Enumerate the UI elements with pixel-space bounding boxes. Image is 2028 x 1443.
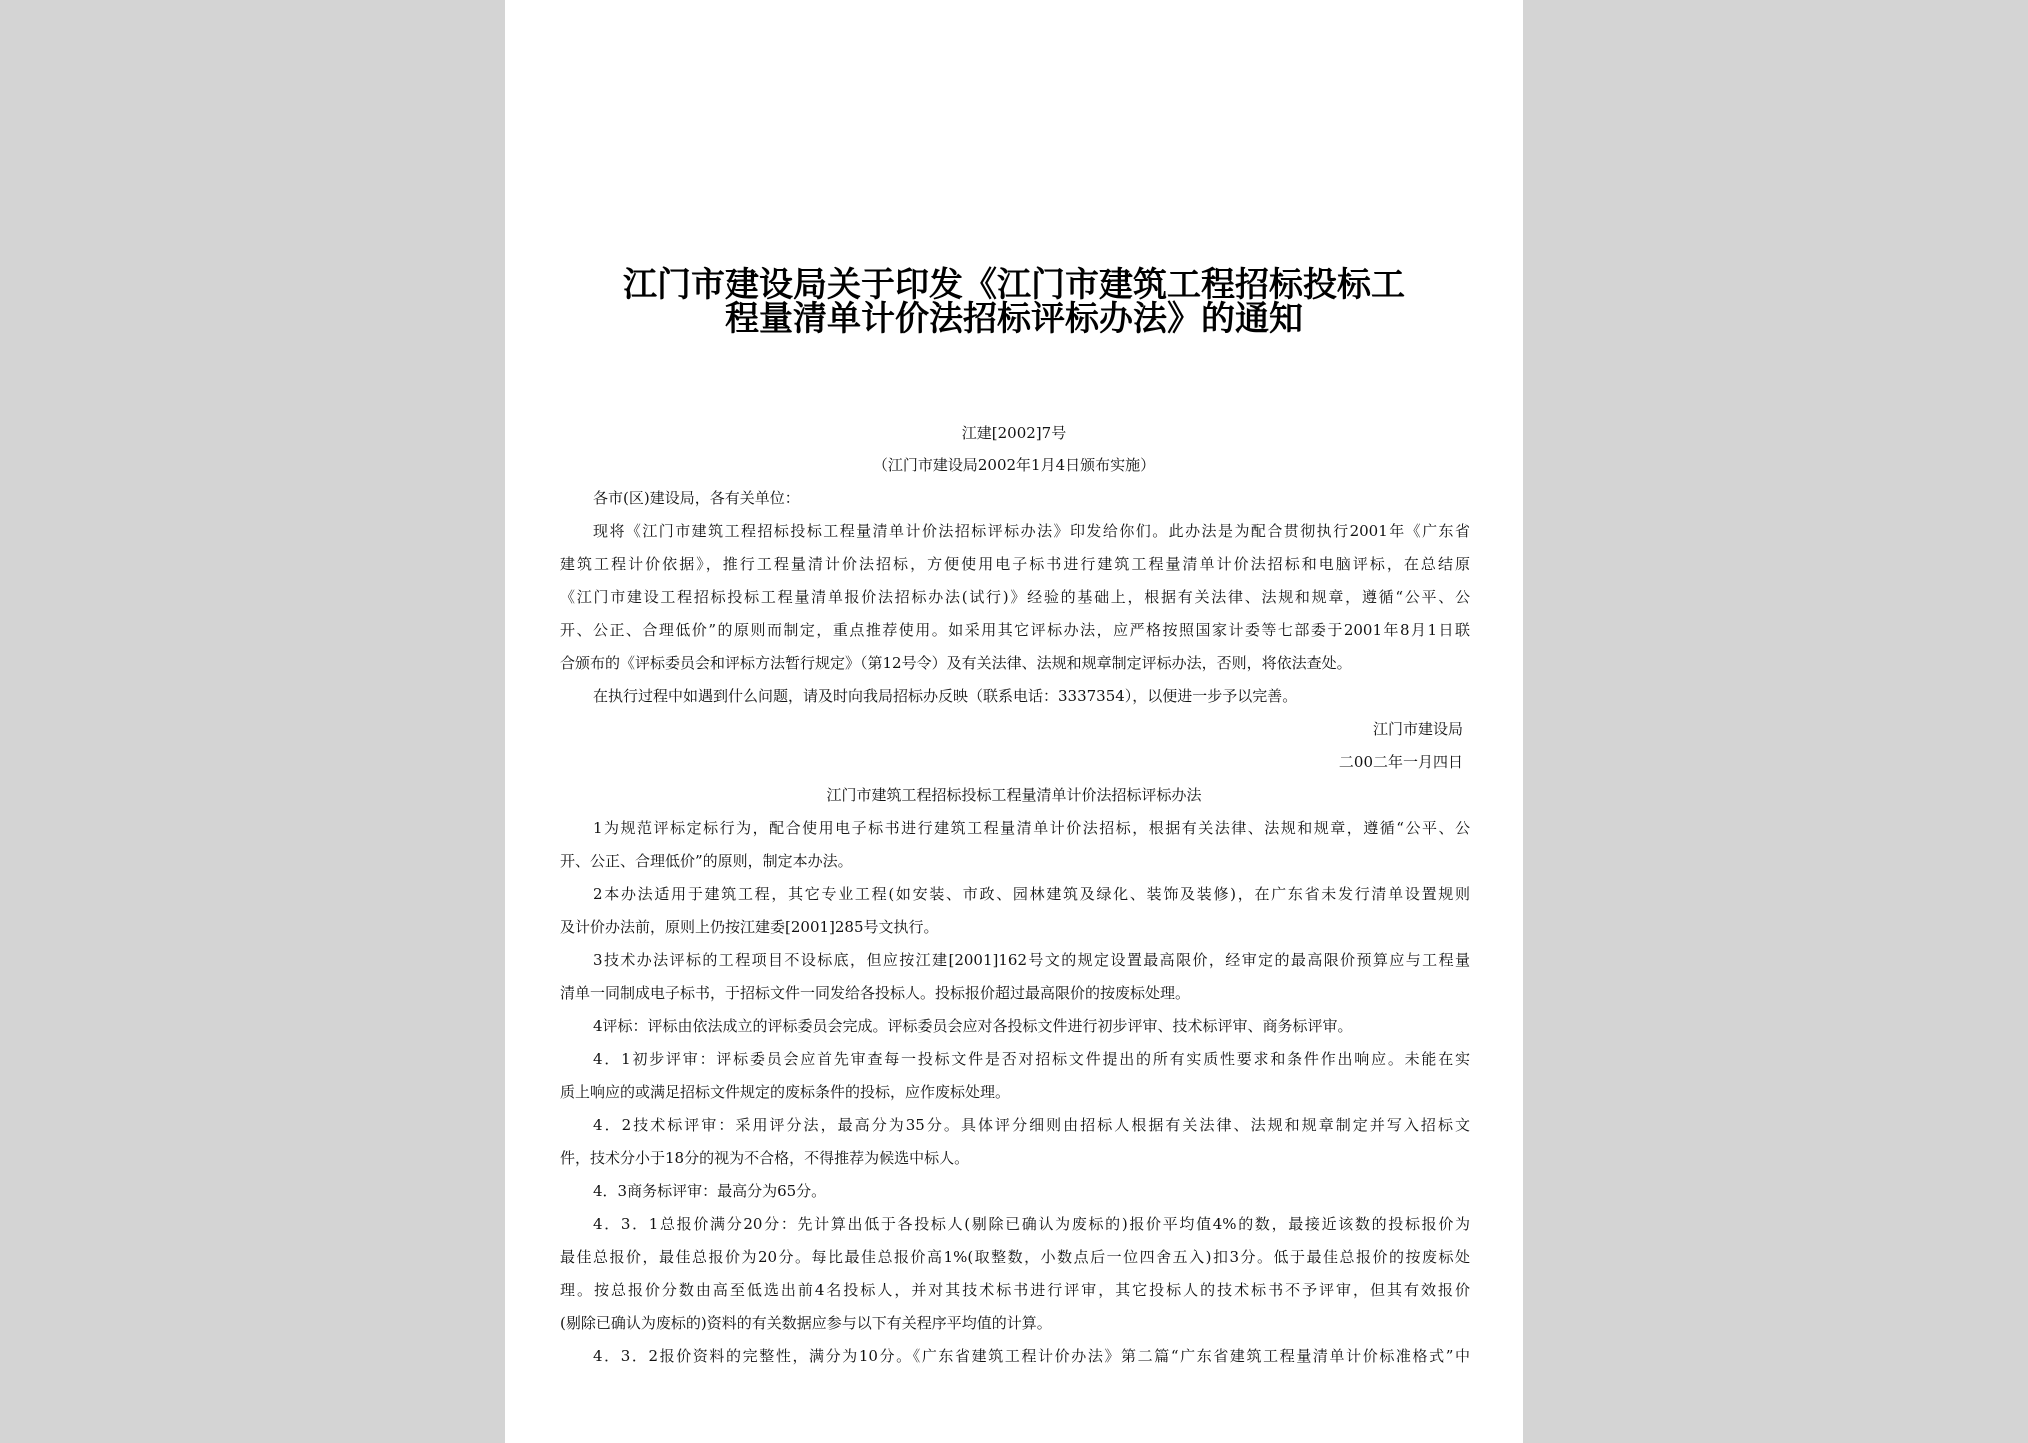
- section-title: 江门市建筑工程招标投标工程量清单计价法招标评标办法: [826, 786, 1202, 804]
- body-paragraph-line: 开、公正、合理低价”的原则而制定，重点推荐使用。如采用其它评标办法，应严格按照国家计委等七部委于2001年8月1日联: [560, 621, 1470, 639]
- section-line: 开、公正、合理低价”的原则，制定本办法。: [560, 852, 853, 870]
- salutation: 各市(区)建设局，各有关单位：: [593, 489, 800, 507]
- body-paragraph-line: 现将《江门市建筑工程招标投标工程量清单计价法招标评标办法》印发给你们。此办法是为配合贯彻执行2001年《广东省: [593, 522, 1470, 540]
- section-line: 4．3．1总报价满分20分：先计算出低于各投标人(剔除已确认为废标的)报价平均值4%的数，最接近该数的投标报价为: [593, 1215, 1470, 1233]
- section-line: 4．3商务标评审：最高分为65分。: [593, 1182, 827, 1200]
- section-line: 4．1初步评审：评标委员会应首先审查每一投标文件是否对招标文件提出的所有实质性要求和条件作出响应。未能在实: [593, 1050, 1470, 1068]
- section-line: 4评标：评标由依法成立的评标委员会完成。评标委员会应对各投标文件进行初步评审、技术标评审、商务标评审。: [593, 1017, 1353, 1035]
- section-line: 件，技术分小于18分的视为不合格，不得推荐为候选中标人。: [560, 1149, 970, 1167]
- section-line: 3技术办法评标的工程项目不设标底，但应按江建[2001]162号文的规定设置最高限价，经审定的最高限价预算应与工程量: [593, 951, 1470, 969]
- signature-org: 江门市建设局: [1372, 720, 1463, 738]
- section-line: 1为规范评标定标行为，配合使用电子标书进行建筑工程量清单计价法招标，根据有关法律、法规和规章，遵循“公平、公: [593, 819, 1470, 837]
- body-paragraph-line: 在执行过程中如遇到什么问题，请及时向我局招标办反映（联系电话：3337354），以便进一步予以完善。: [593, 687, 1298, 705]
- section-line: 2本办法适用于建筑工程，其它专业工程(如安装、市政、园林建筑及绿化、装饰及装修)，在广东省未发行清单设置规则: [593, 885, 1470, 903]
- section-line: 理。按总报价分数由高至低选出前4名投标人，并对其技术标书进行评审，其它投标人的技术标书不予评审，但其有效报价: [560, 1281, 1470, 1299]
- section-line: 4．3．2报价资料的完整性，满分为10分。《广东省建筑工程计价办法》第二篇“广东省建筑工程量清单计价标准格式”中: [593, 1347, 1470, 1365]
- document-title-line-2: 程量清单计价法招标评标办法》的通知: [725, 299, 1303, 339]
- body-paragraph-line: 合颁布的《评标委员会和评标方法暂行规定》（第12号令）及有关法律、法规和规章制定评标办法，否则，将依法查处。: [560, 654, 1352, 672]
- body-paragraph-line: 建筑工程计价依据》，推行工程量清计价法招标，方便使用电子标书进行建筑工程量清单计价法招标和电脑评标，在总结原: [560, 555, 1470, 573]
- document-number: 江建[2002]7号: [961, 424, 1067, 442]
- document-title-line-1: 江门市建设局关于印发《江门市建筑工程招标投标工: [623, 265, 1405, 305]
- section-line: 及计价办法前，原则上仍按江建委[2001]285号文执行。: [560, 918, 939, 936]
- issue-note: （江门市建设局2002年1月4日颁布实施）: [872, 456, 1156, 474]
- section-line: 4．2技术标评审：采用评分法，最高分为35分。具体评分细则由招标人根据有关法律、法规和规章制定并写入招标文: [593, 1116, 1470, 1134]
- section-line: (剔除已确认为废标的)资料的有关数据应参与以下有关程序平均值的计算。: [560, 1314, 1052, 1332]
- document-page: [505, 0, 1523, 1443]
- section-line: 清单一同制成电子标书，于招标文件一同发给各投标人。投标报价超过最高限价的按废标处理。: [560, 984, 1191, 1002]
- body-paragraph-line: 《江门市建设工程招标投标工程量清单报价法招标办法(试行)》经验的基础上，根据有关法律、法规和规章，遵循“公平、公: [560, 588, 1470, 606]
- section-line: 最佳总报价，最佳总报价为20分。每比最佳总报价高1%(取整数，小数点后一位四舍五入)扣3分。低于最佳总报价的按废标处: [560, 1248, 1470, 1266]
- section-line: 质上响应的或满足招标文件规定的废标条件的投标，应作废标处理。: [560, 1083, 1011, 1101]
- signature-date: 二00二年一月四日: [1338, 753, 1463, 771]
